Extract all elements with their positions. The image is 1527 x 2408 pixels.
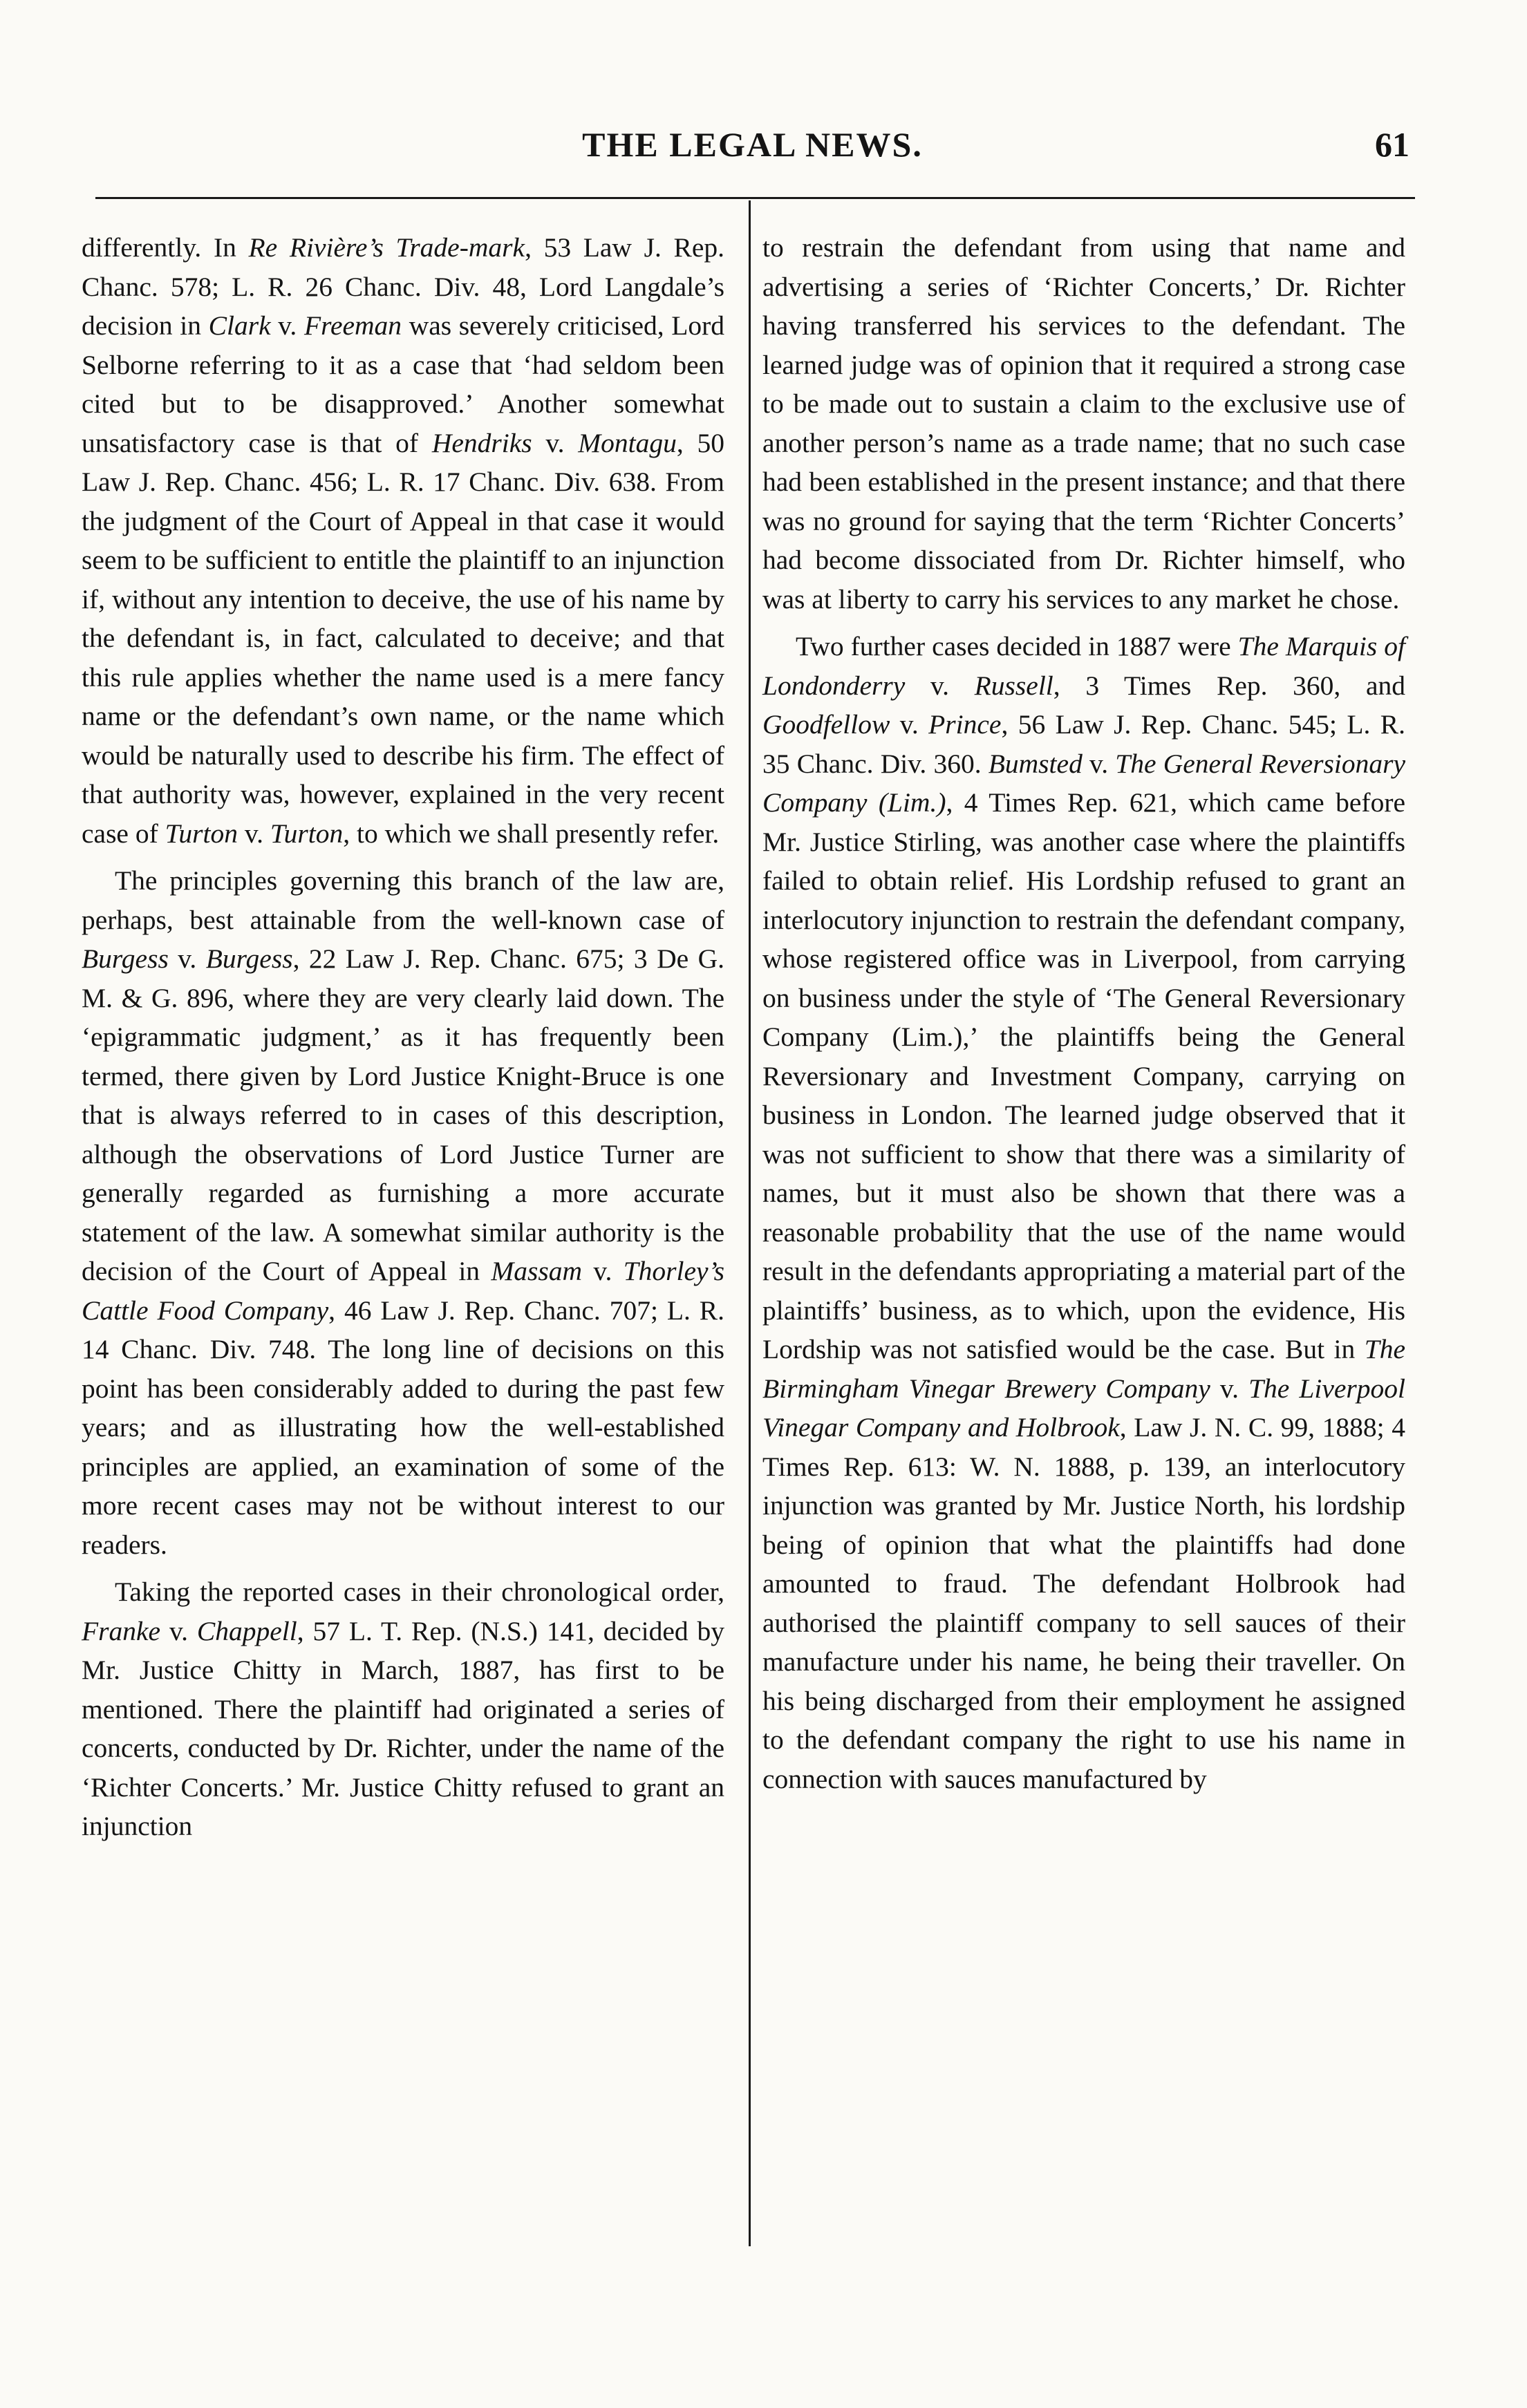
column-divider	[749, 200, 751, 2246]
running-title: THE LEGAL NEWS.	[582, 125, 923, 164]
left-column	[82, 228, 724, 1846]
right-column	[762, 228, 1405, 1798]
page-header	[95, 124, 1409, 194]
header-rule	[95, 197, 1415, 199]
paragraph: Taking the reported cases in their chronological order, Franke v. Chappell, 57 L. T. Rep. (N.S.) 141, decided by Mr. Justice Chitty in March, 1887, has first to be mentioned. There the plaintiff had originated a series of concerts, conducted by Dr. Richter, under the name of the ‘Richter Concerts.’ Mr. Justice Chitty refused to grant an injunction	[82, 1577, 724, 1841]
paragraph: The principles governing this branch of the law are, perhaps, best attainable from the well-known case of Burgess v. Burgess, 22 Law J. Rep. Chanc. 675; 3 De G. M. & G. 896, where they are very clearly laid down. The ‘epigrammatic judgment,’ as it has frequently been termed, there given by Lord Justice Knight-Bruce is one that is always referred to in cases of this description, although the observations of Lord Justice Turner are generally regarded as furnishing a more accurate statement of the law. A somewhat similar authority is the decision of the Court of Appeal in Massam v. Thorley’s Cattle Food Company, 46 Law J. Rep. Chanc. 707; L. R. 14 Chanc. Div. 748. The long line of decisions on this point has been considerably added to during the past few years; and as illustrating how the well-established principles are applied, an examination of some of the more recent cases may not be without interest to our readers.	[82, 865, 725, 1560]
paragraph: Two further cases decided in 1887 were The Marquis of Londonderry v. Russell, 3 Times Rep. 360, and Goodfellow v. Prince, 56 Law J. Rep. Chanc. 545; L. R. 35 Chanc. Div. 360. Bumsted v. The General Reversionary Company (Lim.), 4 Times Rep. 621, which came before Mr. Justice Stirling, was another case where the plaintiffs failed to obtain relief. His Lordship refused to grant an interlocutory injunction to restrain the defendant company, whose registered office was in Liverpool, from carrying on business under the style of ‘The General Reversionary Company (Lim.),’ the plaintiffs being the General Reversionary and Investment Company, carrying on business in London. The learned judge observed that it was not sufficient to show that there was a similarity of names, but it must also be shown that there was a reasonable probability that the use of the name would result in the defendants appropriating a material part of the plaintiffs’ business, as to which, upon the evidence, His Lordship was not satisfied would be the case. But in The Birmingham Vinegar Brewery Company v. The Liverpool Vinegar Company and Holbrook, Law J. N. C. 99, 1888; 4 Times Rep. 613: W. N. 1888, p. 139, an interlocutory injunction was granted by Mr. Justice North, his lordship being of opinion that what the plaintiffs had done amounted to fraud. The defendant Holbrook had authorised the plaintiff company to sell sauces of their manufacture under his name, he being their traveller. On his being discharged from their employment he assigned to the defendant company the right to use his name in connection with sauces manufactured by	[762, 631, 1406, 1794]
paragraph: differently. In Re Rivière’s Trade-mark, 53 Law J. Rep. Chanc. 578; L. R. 26 Chanc. Div. 48, Lord Langdale’s decision in Clark v. Freeman was severely criticised, Lord Selborne referring to it as a case that ‘had seldom been cited but to be disapproved.’ Another somewhat unsatisfactory case is that of Hendriks v. Montagu, 50 Law J. Rep. Chanc. 456; L. R. 17 Chanc. Div. 638. From the judgment of the Court of Appeal in that case it would seem to be sufficient to entitle the plaintiff to an injunction if, without any intention to deceive, the use of his name by the defendant is, in fact, calculated to deceive; and that this rule applies whether the name used is a mere fancy name or the defendant’s own name, or the name which would be naturally used to describe his firm. The effect of that authority was, however, explained in the very recent case of Turton v. Turton, to which we shall presently refer.	[82, 232, 725, 849]
paragraph: to restrain the defendant from using that name and advertising a series of ‘Richter Concerts,’ Dr. Richter having transferred his services to the defendant. The learned judge was of opinion that it required a strong case to be made out to sustain a claim to the exclusive use of another person’s name as a trade name; that no such case had been established in the present instance; and that there was no ground for saying that the term ‘Richter Concerts’ had become dissociated from Dr. Richter himself, who was at liberty to carry his services to any market he chose.	[762, 232, 1405, 614]
page-number: 61	[1375, 125, 1409, 164]
